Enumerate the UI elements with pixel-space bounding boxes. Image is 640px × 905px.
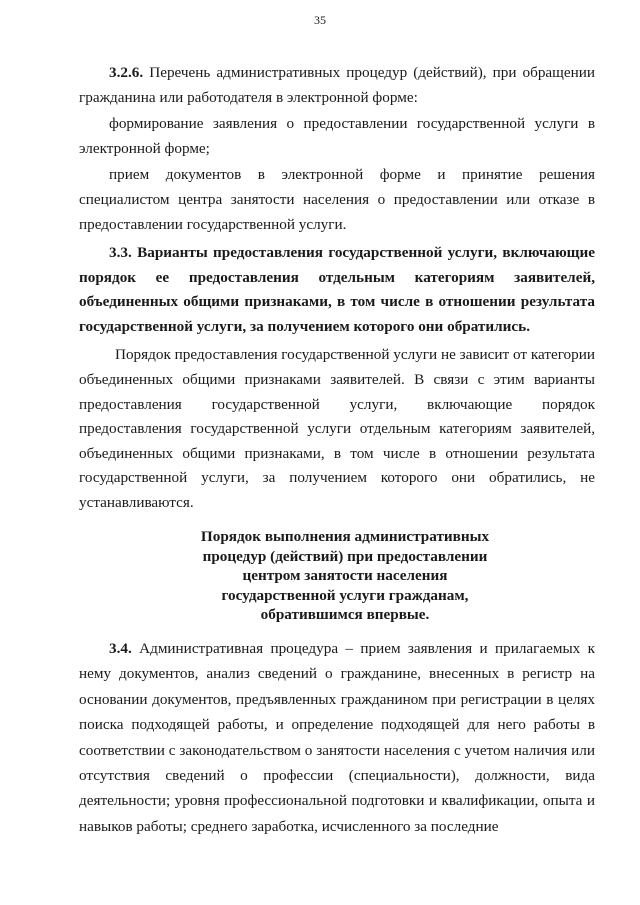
section-number: 3.4.: [109, 640, 132, 657]
section-number: 3.2.6.: [109, 64, 144, 81]
section-3-4-body: 3.4. Административная процедура – прием заявления и прилагаемых к нему документов, анализ сведений о гражданине, внесенных в регистр на основании документов, предъявленных гражданином при регистрации в целях поиска подходящей работы, и определение подходящей для него работы в соответствии с законодательством о занятости населения с учетом наличия или отсутствия сведений о профессии (специальности), должности, вида деятельности; уровня профессиональной подготовки и квалификации, опыта и навыков работы; среднего заработка, исчисленного за последние: [79, 640, 595, 835]
list-item: формирование заявления о предоставлении государственной услуги в электронной форме;: [79, 115, 595, 157]
section-3-4: [79, 636, 595, 839]
list-item: прием документов в электронной форме и принятие решения специалистом центра занятости населения о предоставлении или отказе в предоставлении государственной услуги.: [79, 166, 595, 233]
section-3-2-6-intro: 3.2.6. Перечень административных процедур (действий), при обращении гражданина или работодателя в электронной форме:: [79, 64, 595, 106]
section-3-3: [79, 241, 595, 516]
section-3-3-title: 3.3. Варианты предоставления государственной услуги, включающие порядок ее предоставления отдельным категориям заявителей, объединенных общими признаками, в том числе в отношении результата государственной услуги, за получением которого они обратились.: [79, 244, 595, 335]
procedure-heading: Порядок выполнения административных процедур (действий) при предоставлении центром занятости населения государственной услуги гражданам, обратившимся впервые.: [200, 528, 490, 623]
page-number: 35: [314, 13, 326, 27]
section-3-2-6: [79, 61, 595, 237]
section-3-3-body: Порядок предоставления государственной услуги не зависит от категории объединенных общими признаками заявителей. В связи с этим варианты предоставления государственной услуги, включающие порядок предоставления государственной услуги отдельным категориям заявителей, объединенных общими признаками, в том числе в отношении результата государственной услуги, за получением которого они обратились, не устанавливаются.: [79, 346, 595, 511]
